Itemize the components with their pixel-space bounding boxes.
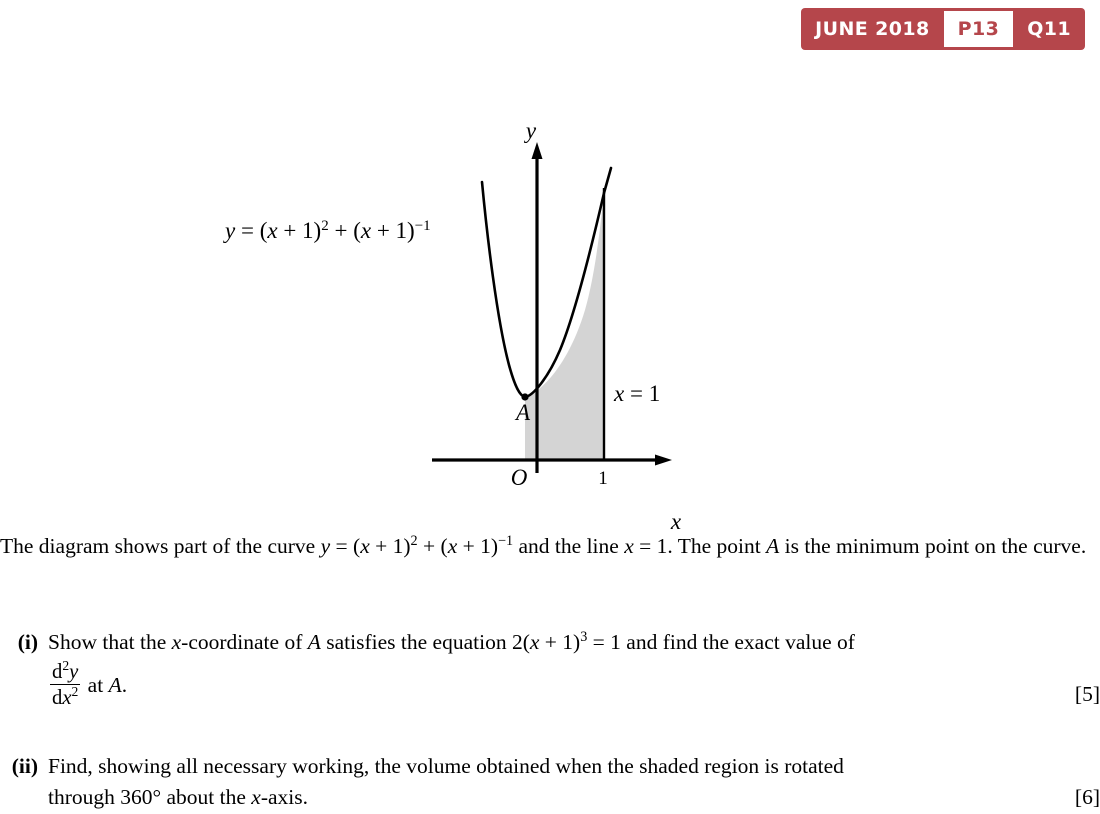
origin-label: O: [510, 465, 528, 490]
question-ii-text: Find, showing all necessary working, the volume obtained when the shaded region is rotated: [48, 754, 844, 778]
intro-text-1: The diagram shows part of the curve: [0, 534, 321, 559]
qii-text-b: -axis.: [260, 784, 308, 809]
qi-var-x2: x: [529, 630, 540, 655]
tick-label-1: 1: [598, 468, 608, 489]
question-part-ii: [0, 752, 1100, 812]
badge-question: Q11: [1027, 18, 1071, 40]
question-ii-label: (ii): [11, 754, 38, 778]
y-axis-arrow: [532, 142, 543, 159]
qi-tail-a: at: [87, 673, 109, 698]
second-derivative-fraction: [50, 659, 80, 709]
fraction-numerator: $d^2y$: [52, 657, 79, 683]
question-i-line2-content: [48, 659, 1063, 709]
intro-text-2: and the line: [513, 534, 625, 559]
qi-text-c: satisfies the equation 2(: [320, 630, 530, 655]
qi-var-x: x: [171, 630, 182, 655]
line-label-x-equals-1: x = 1: [614, 381, 661, 406]
intro-point-a: A: [766, 534, 780, 559]
question-ii-line-1: [0, 752, 1100, 781]
x-axis-arrow: [655, 455, 672, 466]
question-ii-line2-content: [48, 783, 1063, 812]
exam-badge: [801, 8, 1085, 50]
question-ii-line-2: [0, 783, 1100, 812]
qi-text-d: + 1)$^3$ = 1 and find the exact value of: [539, 629, 855, 655]
fraction-denominator: $dx^2$: [52, 683, 79, 709]
intro-line-expression: x = 1: [624, 534, 668, 559]
qi-tail-point: A: [108, 673, 122, 698]
qi-tail-b: .: [121, 673, 128, 698]
badge-session: JUNE 2018: [815, 18, 930, 40]
question-ii-marks: [6]: [1074, 784, 1100, 809]
qii-var-x: x: [251, 784, 261, 809]
qi-text-b: -coordinate of: [181, 630, 308, 655]
question-i-label: (i): [17, 630, 38, 654]
intro-paragraph: [0, 532, 1100, 561]
y-axis-label: y: [525, 118, 537, 143]
graph-svg: [0, 60, 1100, 534]
intro-expression: $y = (x + 1)^2 + (x + 1)^{-1}$: [320, 533, 514, 559]
question-i-text: [48, 628, 1100, 657]
intro-text-3: . The point: [667, 534, 767, 559]
qii-text-a: through 360° about the: [48, 784, 252, 809]
qi-point-a: A: [307, 630, 321, 655]
badge-paper: P13: [944, 11, 1014, 47]
question-i-line-1: [0, 628, 1100, 657]
diagram-figure: [0, 60, 1100, 534]
point-a-label: A: [515, 400, 531, 425]
curve-equation-label: $y = (x + 1)^2 + (x + 1)^{-1}$: [225, 218, 431, 243]
intro-text-4: is the minimum point on the curve.: [779, 534, 1087, 559]
question-i-line-2: [0, 659, 1100, 709]
x-axis-label: x: [670, 509, 682, 534]
question-part-i: [0, 628, 1100, 709]
question-i-marks: [5]: [1074, 682, 1100, 707]
qi-text-a: Show that the: [48, 630, 172, 655]
